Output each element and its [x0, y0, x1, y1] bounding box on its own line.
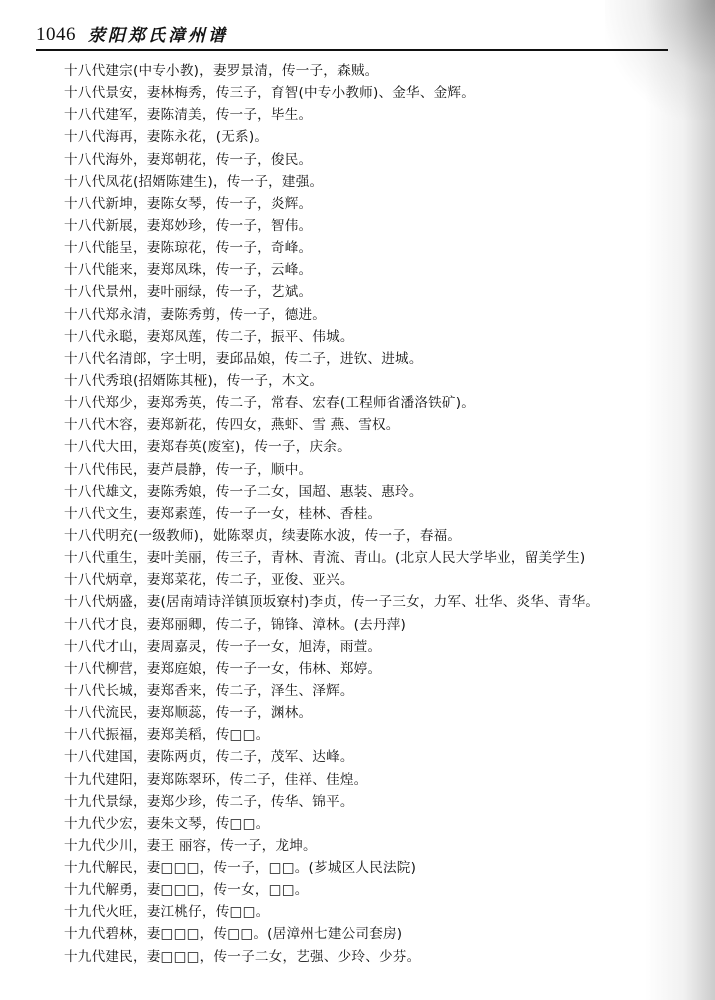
genealogy-entry: 十八代炳章，妻郑菜花，传二子，亚俊、亚兴。 — [64, 572, 354, 589]
genealogy-entry: 十八代凤花(招婿陈建生)，传一子，建强。 — [64, 173, 324, 190]
page-number: 1046 — [36, 24, 76, 45]
genealogy-entry: 十八代新坤，妻陈女琴，传一子，炎辉。 — [64, 195, 313, 212]
genealogy-entry: 十八代永聪，妻郑凤莲，传二子，振平、伟城。 — [64, 328, 354, 345]
genealogy-entry: 十八代重生，妻叶美丽，传三子，青林、青流、青山。(北京人民大学毕业，留美学生) — [64, 550, 586, 567]
page-header — [36, 18, 666, 46]
genealogy-entry: 十八代雄文，妻陈秀娘，传一子二女，国超、惠装、惠玲。 — [64, 483, 423, 500]
genealogy-entry: 十九代解勇，妻□□□，传一女，□□。 — [64, 882, 309, 899]
genealogy-entry: 十八代伟民，妻芦晨静，传一子，顺中。 — [64, 461, 313, 478]
book-title: 荥阳郑氏漳州谱 — [88, 26, 228, 46]
genealogy-entry: 十八代秀琅(招婿陈其桠)，传一子，木文。 — [64, 372, 324, 389]
genealogy-entry: 十八代振福，妻郑美稻，传□□。 — [64, 727, 270, 744]
genealogy-entry: 十八代景安，妻林梅秀，传三子，育智(中专小教师)、金华、金辉。 — [64, 85, 476, 102]
genealogy-entry: 十九代解民，妻□□□，传一子，□□。(芗城区人民法院) — [64, 860, 417, 877]
genealogy-entry: 十八代建宗(中专小教)，妻罗景清，传一子，森贼。 — [64, 63, 379, 79]
genealogy-entry: 十八代景州，妻叶丽绿，传一子，艺斌。 — [64, 284, 313, 301]
genealogy-entry: 十八代能呈，妻陈琼花，传一子，奇峰。 — [64, 240, 313, 257]
genealogy-entry: 十八代能来，妻郑凤珠，传一子，云峰。 — [64, 262, 313, 279]
genealogy-entry: 十八代炳盛，妻(居南靖诗洋镇顶坂寮村)李贞，传一子三女，力军、壮华、炎华、青华。 — [64, 594, 600, 611]
genealogy-entry: 十八代才山，妻周嘉灵，传一子一女，旭涛，雨萱。 — [64, 638, 382, 655]
genealogy-entry: 十八代大田，妻郑春英(废室)，传一子，庆余。 — [64, 439, 351, 456]
genealogy-entry-list — [64, 60, 674, 968]
genealogy-entry: 十八代建国，妻陈两贞，传二子，茂军、达峰。 — [64, 749, 354, 766]
genealogy-entry: 十九代火旺，妻江桃仔，传□□。 — [64, 904, 270, 921]
genealogy-entry: 十九代碧林，妻□□□，传□□。(居漳州七建公司套房) — [64, 926, 403, 943]
genealogy-entry: 十九代少宏，妻朱文琴，传□□。 — [64, 815, 270, 832]
genealogy-entry: 十八代木容，妻郑新花，传四女，燕虾、雪 燕、雪权。 — [64, 417, 400, 434]
genealogy-entry: 十九代少川，妻王 丽容，传一子，龙坤。 — [64, 837, 317, 854]
genealogy-entry: 十八代建军，妻陈清美，传一子，毕生。 — [64, 107, 313, 124]
genealogy-entry: 十八代海再，妻陈永花，(无系)。 — [64, 129, 269, 146]
genealogy-entry: 十八代长城，妻郑香来，传二子，泽生、泽辉。 — [64, 682, 354, 699]
genealogy-entry: 十八代柳营，妻郑庭娘，传一子一女，伟林、郑婷。 — [64, 660, 382, 677]
genealogy-entry: 十八代才良，妻郑丽卿，传二子，锦锋、漳林。(去丹萍) — [64, 616, 407, 633]
genealogy-entry: 十八代明充(一级教师)，妣陈翠贞，续妻陈水波，传一子，春福。 — [64, 527, 462, 544]
genealogy-entry: 十八代新展，妻郑妙珍，传一子，智伟。 — [64, 217, 313, 234]
genealogy-entry: 十九代景绿，妻郑少珍，传二子，传华、锦平。 — [64, 793, 354, 810]
genealogy-entry: 十八代郑少，妻郑秀英，传二子，常春、宏春(工程师省潘洛铁矿)。 — [64, 395, 476, 412]
genealogy-entry: 十八代文生，妻郑素莲，传一子一女，桂林、香桂。 — [64, 505, 382, 522]
header-rule — [36, 49, 668, 51]
genealogy-entry: 十八代郑永清，妻陈秀剪，传一子，德进。 — [64, 306, 327, 323]
genealogy-entry: 十八代流民，妻郑顺蕊，传一子，渊林。 — [64, 705, 313, 722]
genealogy-entry: 十九代建阳，妻郑陈翠环，传二子，佳祥、佳煌。 — [64, 771, 368, 788]
genealogy-entry: 十八代海外，妻郑朝花，传一子，俊民。 — [64, 151, 313, 168]
genealogy-entry: 十八代名清郎，字士明，妻邱品娘，传二子，进钦、进城。 — [64, 350, 423, 367]
genealogy-entry: 十九代建民，妻□□□，传一子二女，艺强、少玲、少芬。 — [64, 948, 421, 965]
